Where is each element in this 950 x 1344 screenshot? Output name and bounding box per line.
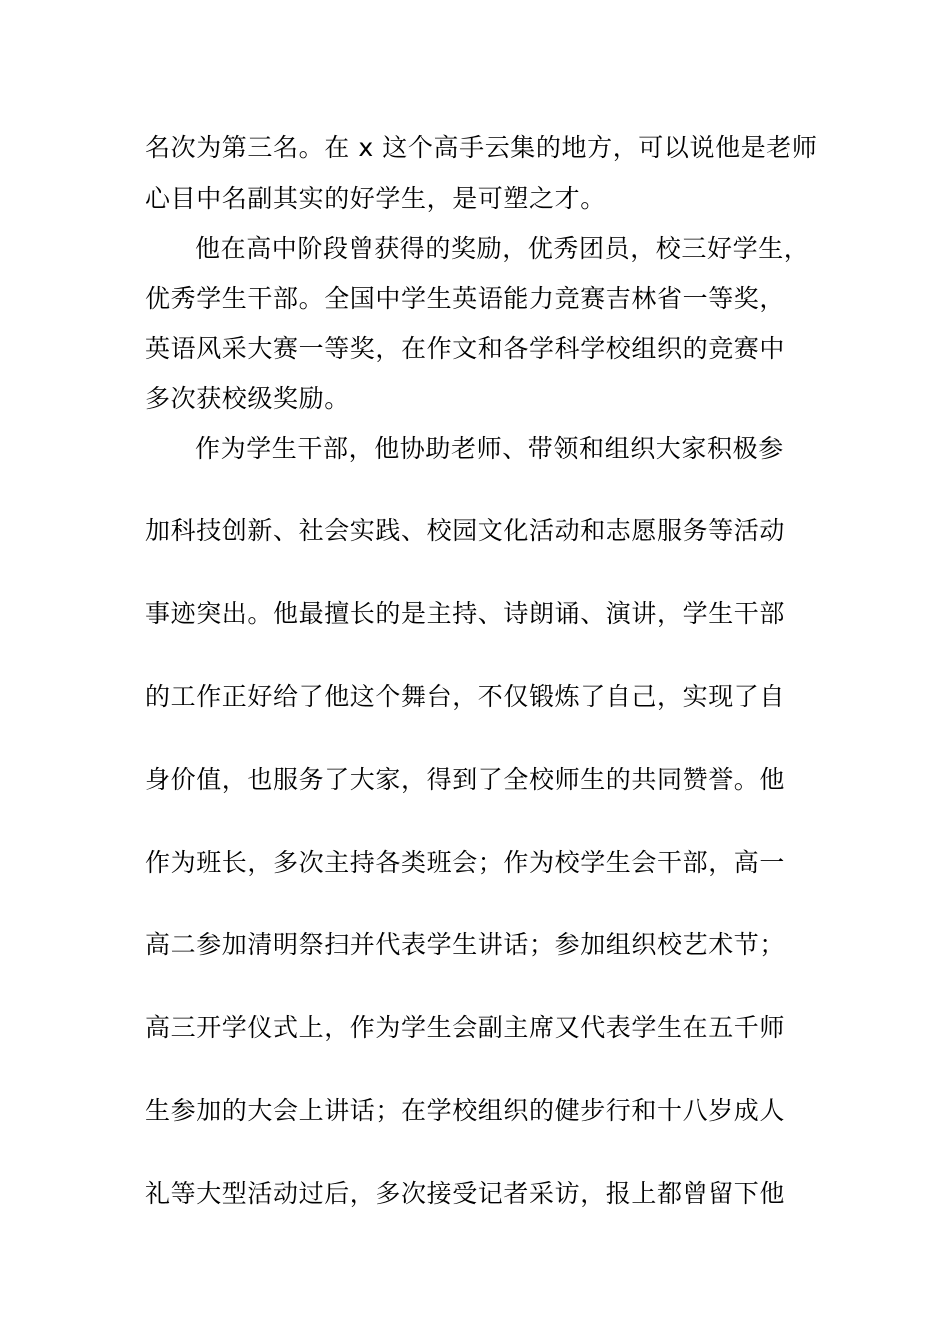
text-line: 优秀学生干部。全国中学生英语能力竞赛吉林省一等奖， — [145, 284, 786, 313]
text-line: 的工作正好给了他这个舞台，不仅锻炼了自己，实现了自 — [145, 682, 786, 711]
text-line: 身价值，也服务了大家，得到了全校师生的共同赞誉。他 — [145, 765, 786, 794]
text-line: 多次获校级奖励。 — [145, 384, 350, 413]
text-line: 作为班长，多次主持各类班会；作为校学生会干部，高一 — [145, 848, 786, 877]
paragraph-start-line: 作为学生干部，他协助老师、带领和组织大家积极参 — [195, 434, 784, 463]
text-line: 英语风采大赛一等奖，在作文和各学科学校组织的竞赛中 — [145, 334, 786, 363]
text-line: 名次为第三名。在 x 这个高手云集的地方，可以说他是老师 — [145, 133, 818, 162]
text-line: 加科技创新、社会实践、校园文化活动和志愿服务等活动 — [145, 516, 786, 545]
text-line: 高三开学仪式上，作为学生会副主席又代表学生在五千师 — [145, 1013, 786, 1042]
text-line: 心目中名副其实的好学生，是可塑之才。 — [145, 184, 606, 213]
paragraph-start-line: 他在高中阶段曾获得的奖励，优秀团员，校三好学生， — [195, 234, 810, 263]
text-line: 生参加的大会上讲话；在学校组织的健步行和十八岁成人 — [145, 1096, 786, 1125]
text-line: 高二参加清明祭扫并代表学生讲话；参加组织校艺术节； — [145, 930, 786, 959]
text-line: 事迹突出。他最擅长的是主持、诗朗诵、演讲，学生干部 — [145, 599, 786, 628]
text-line: 礼等大型活动过后，多次接受记者采访，报上都曾留下他 — [145, 1179, 786, 1208]
